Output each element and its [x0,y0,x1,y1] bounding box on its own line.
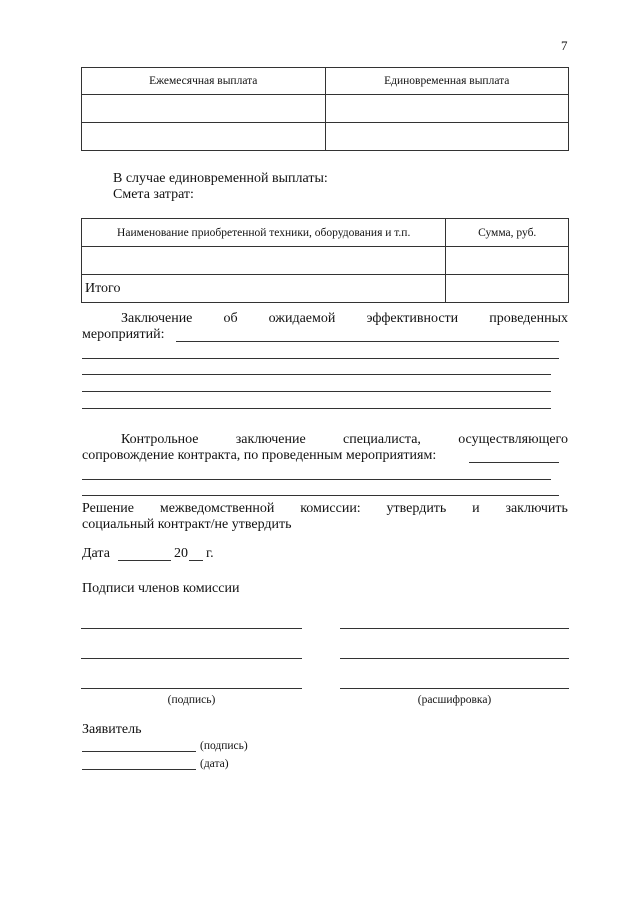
cost-table-cell[interactable] [446,247,569,275]
signature-caption: (подпись) [167,694,216,706]
decode-caption: (расшифровка) [417,694,492,706]
payment-table-cell[interactable] [82,123,326,151]
payment-table-cell[interactable] [325,123,569,151]
cost-table-total-value[interactable] [446,275,569,303]
specialist-conclusion-field[interactable] [469,462,559,463]
commission-signature-field[interactable] [81,688,302,689]
commission-decision-line1: Решение межведомственной комиссии: утвердить и заключить [82,501,568,516]
efficiency-conclusion-label: мероприятий: [82,327,165,342]
date-year-suffix: г. [206,546,214,561]
payment-table-header: Единовременная выплата [325,68,569,95]
date-year-prefix: 20 [174,546,188,561]
specialist-conclusion-field[interactable] [82,479,551,480]
commission-decision-line2: социальный контракт/не утвердить [82,517,292,532]
commission-signatures-title: Подписи членов комиссии [82,581,240,596]
commission-decode-field[interactable] [340,688,569,689]
payment-table-cell[interactable] [325,95,569,123]
efficiency-conclusion-line1: Заключение об ожидаемой эффективности проведенных [121,311,568,326]
specialist-conclusion-label: сопровождение контракта, по проведенным мероприятиям: [82,448,437,463]
cost-table-total-label: Итого [82,275,446,303]
payment-table-cell[interactable] [82,95,326,123]
specialist-conclusion-line1: Контрольное заключение специалиста, осуществляющего [121,432,568,447]
applicant-signature-field[interactable] [82,751,196,752]
commission-decode-field[interactable] [340,658,569,659]
page-number: 7 [561,38,568,53]
efficiency-conclusion-field[interactable] [82,374,551,375]
payment-table [81,67,569,151]
payment-table-header: Ежемесячная выплата [82,68,326,95]
efficiency-conclusion-field[interactable] [82,358,559,359]
specialist-conclusion-field[interactable] [82,495,559,496]
efficiency-conclusion-field[interactable] [82,408,551,409]
commission-decode-field[interactable] [340,628,569,629]
date-day-month-field[interactable] [118,560,171,561]
cost-table-header: Наименование приобретенной техники, оборудования и т.п. [82,219,446,247]
efficiency-conclusion-field[interactable] [176,341,559,342]
date-year-field[interactable] [189,560,203,561]
cost-table-header: Сумма, руб. [446,219,569,247]
commission-signature-field[interactable] [81,658,302,659]
date-label: Дата [82,546,110,561]
lump-sum-heading: В случае единовременной выплаты: [113,171,328,186]
applicant-date-caption: (дата) [200,758,229,770]
cost-table [81,218,569,303]
efficiency-conclusion-field[interactable] [82,391,551,392]
applicant-signature-caption: (подпись) [200,740,248,752]
cost-table-cell[interactable] [82,247,446,275]
applicant-title: Заявитель [82,722,142,737]
applicant-date-field[interactable] [82,769,196,770]
commission-signature-field[interactable] [81,628,302,629]
cost-estimate-heading: Смета затрат: [113,187,194,202]
